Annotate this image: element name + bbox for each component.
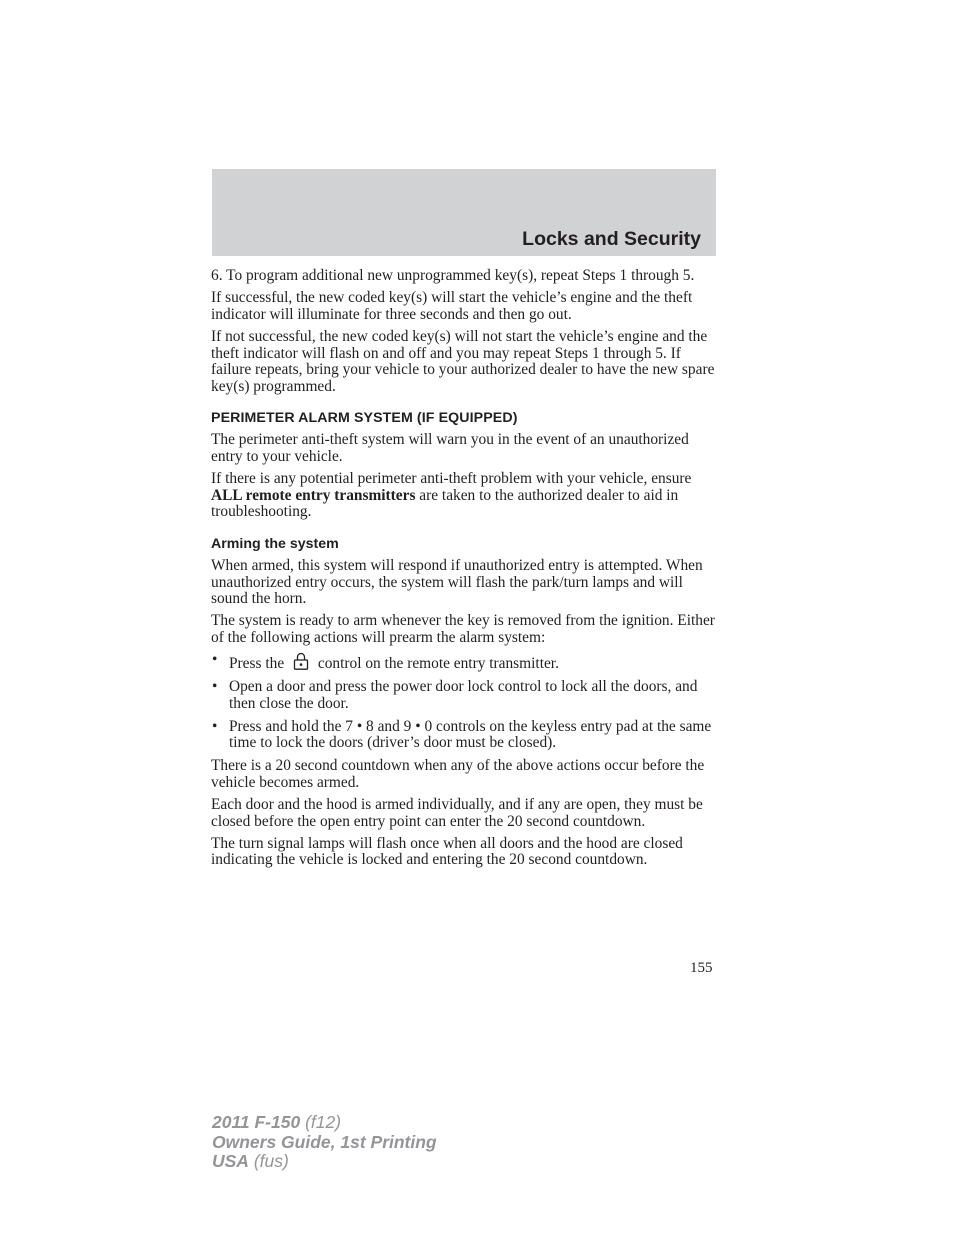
paragraph-program-additional-keys: 6. To program additional new unprogrammed key(s), repeat Steps 1 through 5. (211, 267, 695, 284)
page-number: 155 (690, 960, 713, 976)
list-item (211, 652, 719, 673)
emphasis-all-remote-transmitters: ALL remote entry transmitters (211, 486, 416, 504)
bullet-dot: • (212, 651, 218, 669)
footer-guide: Owners Guide, 1st Printing (212, 1131, 437, 1152)
list-item (211, 679, 719, 712)
paragraph-perimeter-problem-end: are taken to the authorized dealer to aid in troubleshooting. (211, 486, 679, 521)
bullet-dot: • (212, 717, 218, 735)
heading-arming-the-system: Arming the system (211, 535, 339, 552)
footer-model-line (212, 1113, 437, 1133)
footer-market: USA (212, 1151, 249, 1171)
document-footer (212, 1113, 437, 1172)
paragraph-countdown: There is a 20 second countdown when any of the above actions occur before the vehicle becomes armed. (211, 757, 705, 791)
paragraph-perimeter-intro: The perimeter anti-theft system will warn you in the event of an unauthorized entry to your vehicle. (211, 431, 689, 465)
paragraph-perimeter-problem (211, 471, 719, 521)
section-title: Locks and Security (522, 228, 701, 250)
footer-model: 2011 F-150 (212, 1112, 301, 1132)
paragraph-perimeter-problem-start: If there is any potential perimeter anti-theft problem with your vehicle, ensure (211, 470, 692, 488)
bullet-open-a-door: Open a door and press the power door lock control to lock all the doors, and then close the door. (229, 678, 698, 712)
paragraph-if-successful: If successful, the new coded key(s) will start the vehicle’s engine and the theft indicator will illuminate for three seconds and then go out. (211, 289, 693, 323)
prearm-actions-list (211, 652, 719, 752)
heading-perimeter-alarm: PERIMETER ALARM SYSTEM (IF EQUIPPED) (211, 410, 518, 427)
section-header-band (212, 169, 716, 256)
footer-market-code: (fus) (248, 1151, 289, 1171)
footer-model-code: (f12) (300, 1112, 342, 1132)
bullet-keyless-entry-pad: Press and hold the 7 • 8 and 9 • 0 controls on the keyless entry pad at the same time to lock the doors (driver’s door must be closed). (229, 717, 712, 752)
list-item (211, 719, 719, 752)
page-content (211, 268, 719, 875)
footer-market-line (212, 1152, 437, 1172)
lock-icon (291, 652, 311, 670)
footer-guide-line (212, 1133, 437, 1153)
bullet-press-the: Press the (229, 655, 285, 673)
paragraph-if-not-successful: If not successful, the new coded key(s) will not start the vehicle’s engine and the theft indicator will flash on and off and you may repeat Steps 1 through 5. If failure repeats, bring your vehicle to your authorized dealer to have the new spare key(s) programmed. (211, 327, 715, 395)
paragraph-when-armed: When armed, this system will respond if unauthorized entry is attempted. When unauthorized entry occurs, the system will flash the park/turn lamps and will sound the horn. (211, 556, 703, 608)
bullet-control-on-remote: control on the remote entry transmitter. (317, 655, 559, 673)
paragraph-armed-individually: Each door and the hood is armed individually, and if any are open, they must be closed before the open entry point can enter the 20 second countdown. (211, 795, 703, 830)
bullet-dot: • (212, 678, 218, 696)
paragraph-turn-signal-flash: The turn signal lamps will flash once when all doors and the hood are closed indicating the vehicle is locked and entering the 20 second countdown. (211, 834, 683, 869)
paragraph-ready-to-arm: The system is ready to arm whenever the key is removed from the ignition. Either of the following actions will prearm the alarm system: (211, 612, 715, 646)
